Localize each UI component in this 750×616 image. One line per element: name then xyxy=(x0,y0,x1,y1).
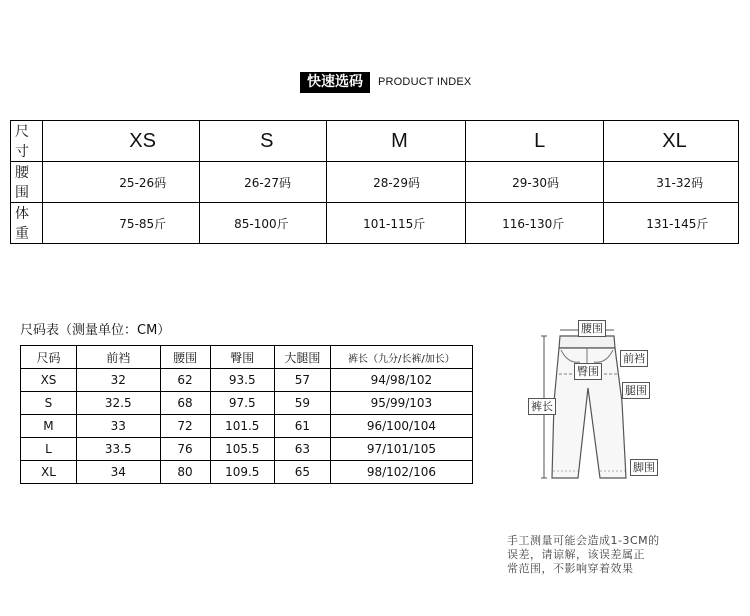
waist-cell: 25-26码 xyxy=(43,162,200,203)
quick-size-table xyxy=(10,120,739,244)
column-header: 前裆 xyxy=(76,346,160,369)
table-cell: 97/101/105 xyxy=(330,438,472,461)
table-cell: 65 xyxy=(274,461,330,484)
weight-cell: 85-100斤 xyxy=(200,203,327,244)
weight-cell: 101-115斤 xyxy=(327,203,466,244)
column-header: 臀围 xyxy=(210,346,274,369)
table-row xyxy=(11,203,739,244)
table-cell: 95/99/103 xyxy=(330,392,472,415)
table-cell: XS xyxy=(21,369,77,392)
table-cell: 96/100/104 xyxy=(330,415,472,438)
note-line: 手工测量可能会造成1-3CM的 xyxy=(507,534,660,547)
weight-cell: 75-85斤 xyxy=(43,203,200,244)
label-waist: 腰围 xyxy=(578,320,606,337)
size-chart-table xyxy=(20,345,473,484)
label-thigh: 腿围 xyxy=(622,382,650,399)
waist-cell: 31-32码 xyxy=(604,162,739,203)
table-row xyxy=(21,438,473,461)
table-cell: 61 xyxy=(274,415,330,438)
table-row xyxy=(11,162,739,203)
waist-cell: 29-30码 xyxy=(466,162,604,203)
table-row xyxy=(21,461,473,484)
table-cell: 76 xyxy=(160,438,210,461)
size-cell: S xyxy=(200,121,327,162)
note-line: 误差，请谅解，该误差属正 xyxy=(507,548,645,561)
table-cell: 80 xyxy=(160,461,210,484)
size-chart-title: 尺码表（测量单位：CM） xyxy=(20,323,171,338)
row-label: 腰围 xyxy=(11,162,43,203)
section-title-zh: 快速选码 xyxy=(300,72,370,93)
table-cell: 101.5 xyxy=(210,415,274,438)
note-line: 常范围，不影响穿着效果 xyxy=(507,562,634,575)
section-title xyxy=(300,71,471,93)
table-row xyxy=(21,392,473,415)
table-cell: L xyxy=(21,438,77,461)
table-cell: 34 xyxy=(76,461,160,484)
waist-cell: 26-27码 xyxy=(200,162,327,203)
table-cell: 32 xyxy=(76,369,160,392)
row-label: 体重 xyxy=(11,203,43,244)
table-cell: XL xyxy=(21,461,77,484)
table-cell: 62 xyxy=(160,369,210,392)
table-cell: 72 xyxy=(160,415,210,438)
column-header: 尺码 xyxy=(21,346,77,369)
table-cell: 109.5 xyxy=(210,461,274,484)
label-front-rise: 前裆 xyxy=(620,350,648,367)
table-row xyxy=(21,415,473,438)
column-header: 裤长（九分/长裤/加长） xyxy=(330,346,472,369)
pants-diagram xyxy=(522,318,662,493)
size-cell: L xyxy=(466,121,604,162)
label-hip: 臀围 xyxy=(574,363,602,380)
table-cell: 33 xyxy=(76,415,160,438)
table-cell: 32.5 xyxy=(76,392,160,415)
table-header-row xyxy=(21,346,473,369)
measurement-note xyxy=(507,534,687,576)
waist-cell: 28-29码 xyxy=(327,162,466,203)
weight-cell: 131-145斤 xyxy=(604,203,739,244)
table-cell: 98/102/106 xyxy=(330,461,472,484)
size-cell: XL xyxy=(604,121,739,162)
column-header: 大腿围 xyxy=(274,346,330,369)
table-cell: 63 xyxy=(274,438,330,461)
section-title-en: PRODUCT INDEX xyxy=(378,76,472,88)
table-cell: 94/98/102 xyxy=(330,369,472,392)
table-cell: 59 xyxy=(274,392,330,415)
table-cell: S xyxy=(21,392,77,415)
row-label: 尺寸 xyxy=(11,121,43,162)
column-header: 腰围 xyxy=(160,346,210,369)
table-cell: 105.5 xyxy=(210,438,274,461)
size-cell: XS xyxy=(43,121,200,162)
label-length: 裤长 xyxy=(528,398,556,415)
table-cell: 97.5 xyxy=(210,392,274,415)
table-row xyxy=(21,369,473,392)
table-cell: 93.5 xyxy=(210,369,274,392)
table-row xyxy=(11,121,739,162)
weight-cell: 116-130斤 xyxy=(466,203,604,244)
table-cell: 33.5 xyxy=(76,438,160,461)
table-cell: 57 xyxy=(274,369,330,392)
table-cell: M xyxy=(21,415,77,438)
label-hem: 脚围 xyxy=(630,459,658,476)
table-cell: 68 xyxy=(160,392,210,415)
size-cell: M xyxy=(327,121,466,162)
